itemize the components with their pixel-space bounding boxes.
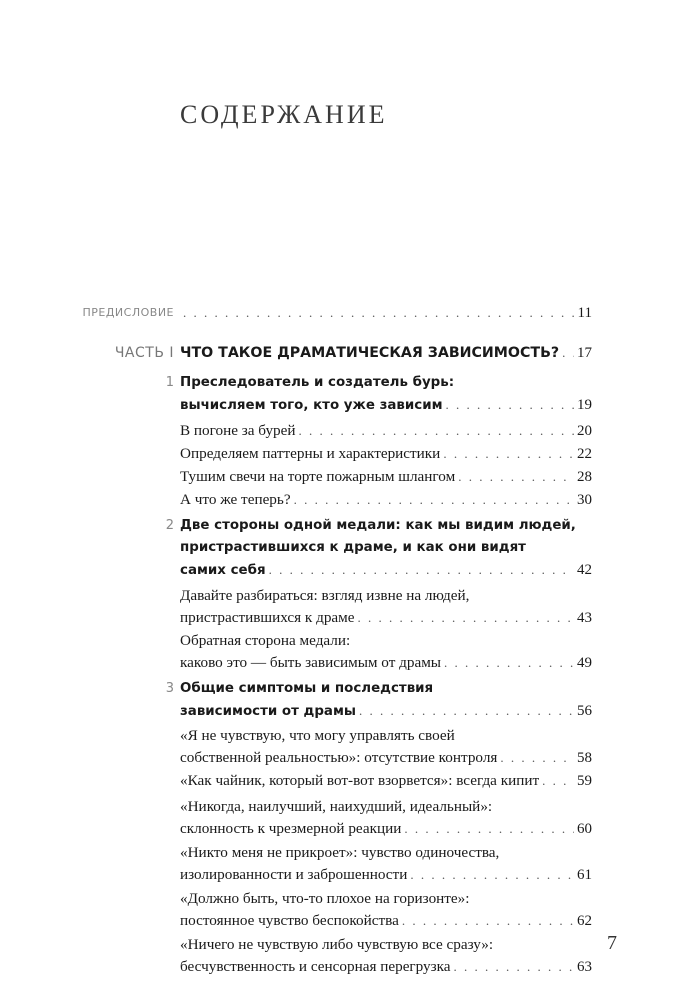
leader-dots	[359, 700, 574, 722]
leader-dots	[299, 420, 575, 442]
page-ref: 22	[577, 446, 592, 462]
leader-dots	[542, 770, 574, 792]
chapter-title: самих себя	[180, 563, 266, 578]
page-ref: 28	[577, 469, 592, 485]
section-title: собственной реальностью»: отсутствие контроля	[180, 749, 498, 766]
chapter-title: Две стороны одной медали: как мы видим людей,	[180, 518, 576, 533]
page-ref: 61	[577, 867, 592, 883]
leader-dots	[410, 864, 574, 886]
chapter-title: вычисляем того, кто уже зависим	[180, 398, 443, 413]
leader-dots	[562, 342, 574, 364]
section-title: каково это — быть зависимым от драмы	[180, 654, 442, 671]
page-ref: 56	[577, 703, 592, 719]
leader-dots	[402, 910, 574, 932]
leader-dots	[269, 559, 574, 581]
page-ref: 20	[577, 423, 592, 439]
page-ref: 49	[577, 655, 592, 671]
section-title: А что же теперь?	[180, 491, 291, 508]
section-title: Давайте разбираться: взгляд извне на людей,	[180, 587, 470, 604]
section-title: склонность к чрезмерной реакции	[180, 820, 402, 837]
section-title: постоянное чувство беспокойства	[180, 912, 399, 929]
leader-dots	[500, 747, 574, 769]
page-ref: 30	[577, 492, 592, 508]
section-title: «Ничего не чувствую либо чувствую все сразу»:	[180, 936, 494, 953]
page-ref: 62	[577, 913, 592, 929]
entry-label: ПРЕДИСЛОВИЕ	[82, 306, 174, 319]
leader-dots	[443, 443, 574, 465]
chapter-number: 2	[165, 518, 174, 533]
chapter-title: Общие симптомы и последствия	[180, 681, 434, 696]
page-title: СОДЕРЖАНИЕ	[180, 100, 388, 129]
page-ref: 60	[577, 821, 592, 837]
page-ref: 59	[577, 773, 592, 789]
leader-dots	[446, 394, 574, 416]
leader-dots	[404, 818, 574, 840]
section-title: «Как чайник, который вот-вот взорвется»: всегда кипит	[180, 772, 540, 789]
leader-dots	[444, 652, 574, 674]
chapter-title: зависимости от драмы	[180, 704, 356, 719]
leader-dots	[358, 607, 574, 629]
chapter-title: Преследователь и создатель бурь:	[180, 375, 455, 390]
leader-dots	[454, 956, 574, 978]
page-ref: 63	[577, 959, 592, 975]
section-title: «Я не чувствую, что могу управлять своей	[180, 727, 455, 744]
section-title: В погоне за бурей	[180, 422, 296, 439]
part-title: ЧТО ТАКОЕ ДРАМАТИЧЕСКАЯ ЗАВИСИМОСТЬ?	[180, 345, 560, 361]
section-title: изолированности и заброшенности	[180, 866, 408, 883]
section-title: «Никогда, наилучший, наихудший, идеальный»:	[180, 798, 493, 815]
section-title: «Должно быть, что-то плохое на горизонте»:	[180, 890, 470, 907]
chapter-number: 1	[165, 375, 174, 390]
section-title: Обратная сторона медали:	[180, 632, 351, 649]
section-title: «Никто меня не прикроет»: чувство одиночества,	[180, 844, 500, 861]
section-title: Тушим свечи на торте пожарным шлангом	[180, 468, 456, 485]
page-ref: 11	[577, 305, 592, 321]
chapter-number: 3	[165, 681, 174, 696]
page-ref: 17	[577, 345, 592, 361]
leader-dots	[458, 466, 574, 488]
leader-dots	[294, 489, 574, 511]
section-title: Определяем паттерны и характеристики	[180, 445, 441, 462]
page-ref: 58	[577, 750, 592, 766]
leader-dots	[183, 302, 575, 324]
chapter-title: пристрастившихся к драме, и как они видят	[180, 540, 526, 555]
part-label: ЧАСТЬ I	[114, 345, 174, 361]
section-title: пристрастившихся к драме	[180, 609, 355, 626]
page-ref: 19	[577, 397, 592, 413]
page-ref: 42	[577, 562, 592, 578]
page-number: 7	[607, 932, 617, 954]
section-title: бесчувственность и сенсорная перегрузка	[180, 958, 451, 975]
page-ref: 43	[577, 610, 592, 626]
